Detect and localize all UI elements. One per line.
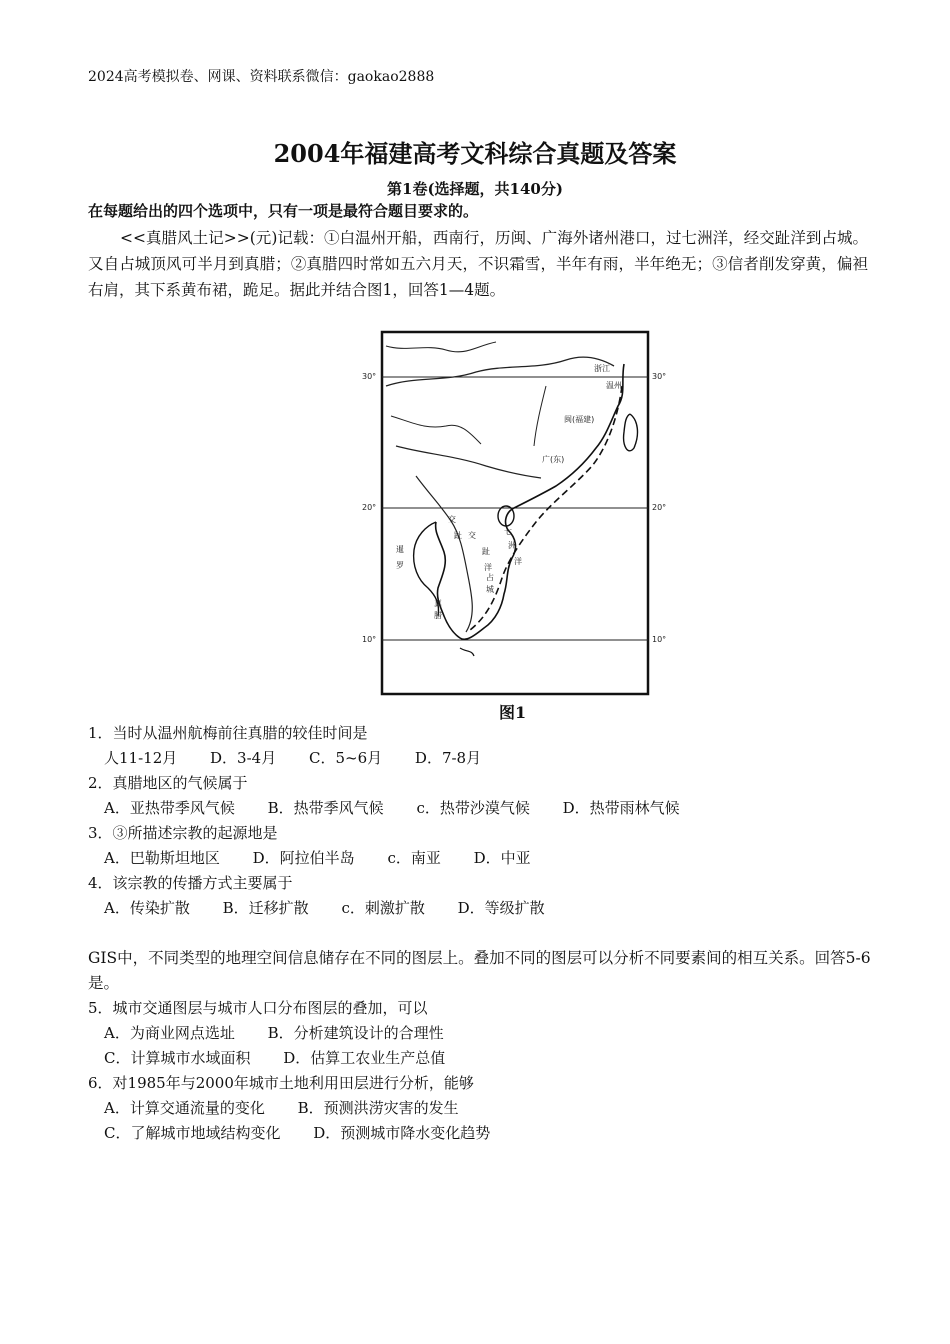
option-b: B．预测洪涝灾害的发生 <box>297 1099 459 1117</box>
question-5-options-row1 <box>104 1023 472 1043</box>
question-3-options <box>104 848 559 868</box>
option-a: A．为商业网点选址 <box>104 1024 235 1042</box>
taiwan-island <box>624 414 638 451</box>
label-luo: 罗 <box>396 561 404 570</box>
option-a: A．巴勒斯坦地区 <box>104 849 220 867</box>
label-xian: 暹 <box>396 545 404 554</box>
min-river <box>534 386 546 446</box>
watermark-header: 2024高考模拟卷、网课、资料联系微信：gaokao2888 <box>88 69 435 85</box>
map-caption: 图1 <box>499 703 527 722</box>
label-zhejiang: 浙江 <box>594 364 610 373</box>
option-d: D．等级扩散 <box>457 899 545 917</box>
option-d: D．7-8月 <box>414 749 482 767</box>
lat-label-10-left: 10° <box>362 635 377 644</box>
lat-label-10-right: 10° <box>652 635 667 644</box>
question-2-stem: 2．真腊地区的气候属于 <box>88 774 248 792</box>
option-a: 人11-12月 <box>104 749 178 767</box>
option-c: c．刺激扩散 <box>341 899 425 917</box>
option-b: B．迁移扩散 <box>222 899 309 917</box>
option-a: A．亚热带季风气候 <box>104 799 235 817</box>
page-title: 2004年福建高考文科综合真题及答案 <box>273 139 677 168</box>
option-b: B．热带季风气候 <box>267 799 384 817</box>
southern-islet <box>460 648 474 656</box>
label-wenzhou-1: 温州 <box>606 381 622 390</box>
option-b: D．阿拉伯半岛 <box>252 849 355 867</box>
label-yang-1: 洋 <box>484 563 492 572</box>
question-1-options <box>104 748 509 768</box>
label-zhi-1: 趾 <box>454 531 462 540</box>
gis-intro: GIS中，不同类型的地理空间信息储存在不同的图层上。叠加不同的图层可以分析不同要素间的相互关系。回答5-6是。 <box>88 949 871 992</box>
option-d: D．预测城市降水变化趋势 <box>313 1124 491 1142</box>
pearl-river <box>396 446 541 478</box>
label-guangdong: 广(东) <box>542 455 565 464</box>
question-3-stem: 3．③所描述宗教的起源地是 <box>88 824 278 842</box>
label-cheng: 城 <box>486 585 494 594</box>
option-c: C．了解城市地域结构变化 <box>104 1124 281 1142</box>
option-d: D．估算工农业生产总值 <box>283 1049 446 1067</box>
question-6-stem: 6．对1985年与2000年城市土地利用田层进行分析，能够 <box>88 1074 474 1092</box>
option-d: D．热带雨林气候 <box>562 799 680 817</box>
label-zhan: 占 <box>486 573 494 582</box>
question-6-options-row2 <box>104 1123 518 1143</box>
option-c: C．5~6月 <box>309 749 383 767</box>
label-qi: 七 <box>504 527 512 536</box>
lat-label-30-right: 30° <box>652 372 667 381</box>
question-5-stem: 5．城市交通图层与城市人口分布图层的叠加，可以 <box>88 999 428 1017</box>
map-figure <box>356 326 686 726</box>
coastline <box>436 364 624 639</box>
option-c: c．南亚 <box>387 849 441 867</box>
question-6-options-row1 <box>104 1098 487 1118</box>
question-5-options-row2 <box>104 1048 473 1068</box>
question-2-options <box>104 798 708 818</box>
option-a: A．计算交通流量的变化 <box>104 1099 265 1117</box>
label-la: 腊 <box>434 611 442 620</box>
label-yang-2: 洋 <box>514 557 522 566</box>
lat-label-20-right: 20° <box>652 503 667 512</box>
question-1-stem: 1．当时从温州航梅前往真腊的较佳时间是 <box>88 724 368 742</box>
lat-label-20-left: 20° <box>362 503 377 512</box>
option-a: A．传染扩散 <box>104 899 190 917</box>
label-zhi-2: 趾 <box>482 547 490 556</box>
tributary-river <box>391 416 481 444</box>
section-subtitle: 第1卷(选择题，共140分) <box>387 180 563 198</box>
lat-label-30-left: 30° <box>362 372 377 381</box>
label-zhen: 真 <box>434 599 442 608</box>
label-min-fujian: 闽(福建) <box>564 415 595 424</box>
option-c: c．热带沙漠气候 <box>416 799 530 817</box>
yangtze-river <box>386 357 614 386</box>
label-jiao-2: 交 <box>468 531 476 540</box>
intro-paragraph: <<真腊风土记>>(元)记载：①白温州开船，西南行，历闽、广海外诸州港口，过七洲洋，经交趾洋到占城。又自占城顶风可半月到真腊；②真腊四时常如五六月天，不识霜雪，半年有雨，半年绝无；③信者削发穿黄，偏袒右肩，其下系黄布裙，跪足。据此并结合图1，回答1—4题。 <box>88 229 868 299</box>
option-d: D．中亚 <box>473 849 531 867</box>
option-b: B．分析建筑设计的合理性 <box>267 1024 444 1042</box>
label-zhou: 洲 <box>508 541 516 550</box>
northern-river <box>386 342 496 352</box>
question-4-stem: 4．该宗教的传播方式主要属于 <box>88 874 293 892</box>
label-jiao-1: 交 <box>448 515 456 524</box>
option-c: C．计算城市水域面积 <box>104 1049 251 1067</box>
question-4-options <box>104 898 573 918</box>
instruction: 在每题给出的四个选项中，只有一项是最符合题目要求的。 <box>88 202 479 220</box>
option-b: D．3-4月 <box>210 749 277 767</box>
